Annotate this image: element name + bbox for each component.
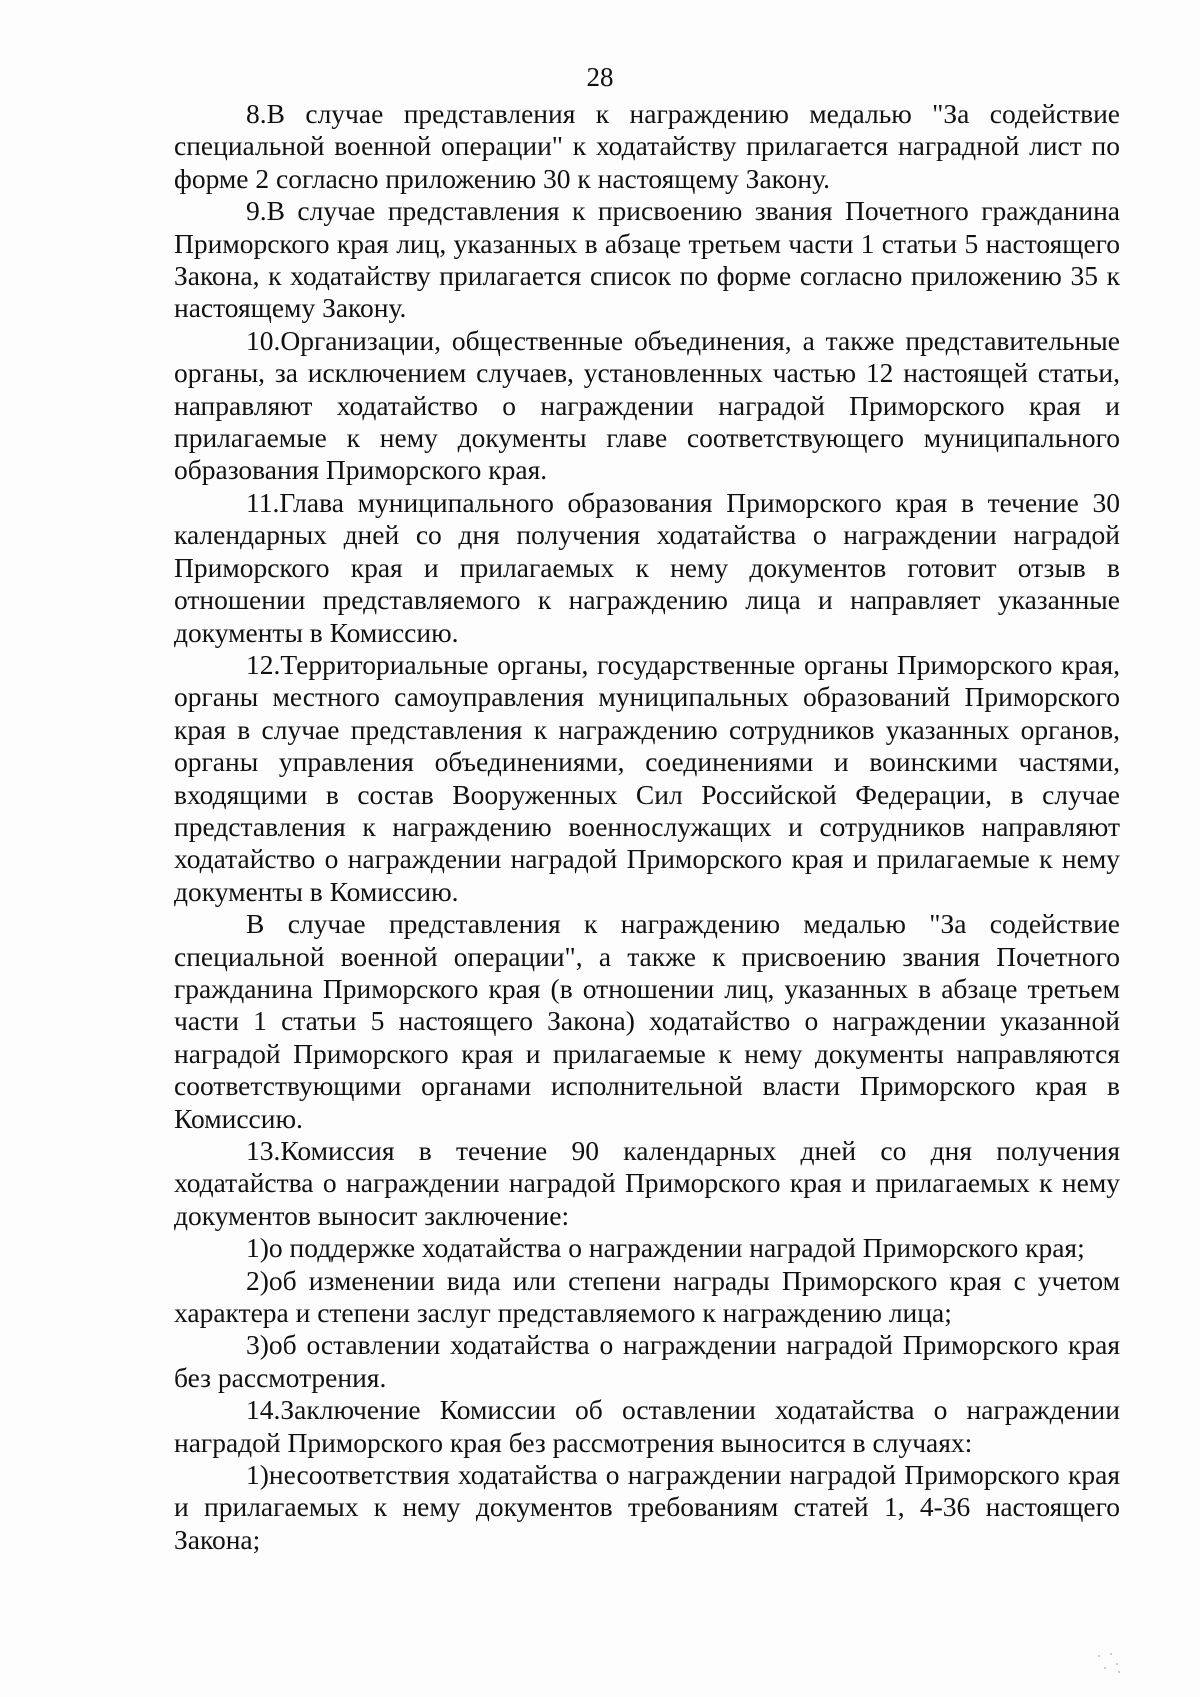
paragraph-13-item-3: 3)об оставлении ходатайства о награждении наградой Приморского края без рассмотрения. [174,1329,1120,1393]
paragraph-14-item-1: 1)несоответствия ходатайства о награждении наградой Приморского края и прилагаемых к нему документов требованиям статей 1, 4-36 настоящего Закона; [174,1459,1120,1555]
paragraph-14: 14.Заключение Комиссии об оставлении ходатайства о награждении наградой Приморского края без рассмотрения выносится в случаях: [174,1394,1120,1458]
paragraph-8: 8.В случае представления к награждению медалью "За содействие специальной военной операции" к ходатайству прилагается наградной лист по форме 2 согласно приложению 30 к настоящему Закону. [174,98,1120,194]
paragraph-10: 10.Организации, общественные объединения, а также представительные органы, за исключением случаев, установленных частью 12 настоящей статьи, направляют ходатайство о награждении наградой Приморского края и прилагаемые к нему документы главе соответствующего муниципального образования Приморского края. [174,324,1120,486]
paragraph-11: 11.Глава муниципального образования Приморского края в течение 30 календарных дней со дня получения ходатайства о награждении наградой Приморского края и прилагаемых к нему документов готовит отзыв в отношении представляемого к награждению лица и направляет указанные документы в Комиссию. [174,486,1120,648]
document-body [174,98,1120,1556]
paragraph-9: 9.В случае представления к присвоению звания Почетного гражданина Приморского края лиц, указанных в абзаце третьем части 1 статьи 5 настоящего Закона, к ходатайству прилагается список по форме согласно приложению 35 к настоящему Закону. [174,195,1120,324]
paragraph-13: 13.Комиссия в течение 90 календарных дней со дня получения ходатайства о награждении наградой Приморского края и прилагаемых к нему документов выносит заключение: [174,1135,1120,1231]
paragraph-12: 12.Территориальные органы, государственные органы Приморского края, органы местного самоуправления муниципальных образований Приморского края в случае представления к награждению сотрудников указанных органов, органы управления объединениями, соединениями и воинскими частями, входящими в состав Вооруженных Сил Российской Федерации, в случае представления к награждению военнослужащих и сотрудников направляют ходатайство о награждении наградой Приморского края и прилагаемые к нему документы в Комиссию. [174,648,1120,907]
scan-noise [1096,1651,1122,1675]
paragraph-12-continuation: В случае представления к награждению медалью "За содействие специальной военной операции", а также к присвоению звания Почетного гражданина Приморского края (в отношении лиц, указанных в абзаце третьем части 1 статьи 5 настоящего Закона) ходатайство о награждении указанной наградой Приморского края и прилагаемые к нему документы направляются соответствующими органами исполнительной власти Приморского края в Комиссию. [174,908,1120,1134]
paragraph-13-item-2: 2)об изменении вида или степени награды Приморского края с учетом характера и степени заслуг представляемого к награждению лица; [174,1264,1120,1329]
paragraph-13-item-1: 1)о поддержке ходатайства о награждении наградой Приморского края; [246,1232,1085,1264]
page-number: 28 [586,62,614,92]
